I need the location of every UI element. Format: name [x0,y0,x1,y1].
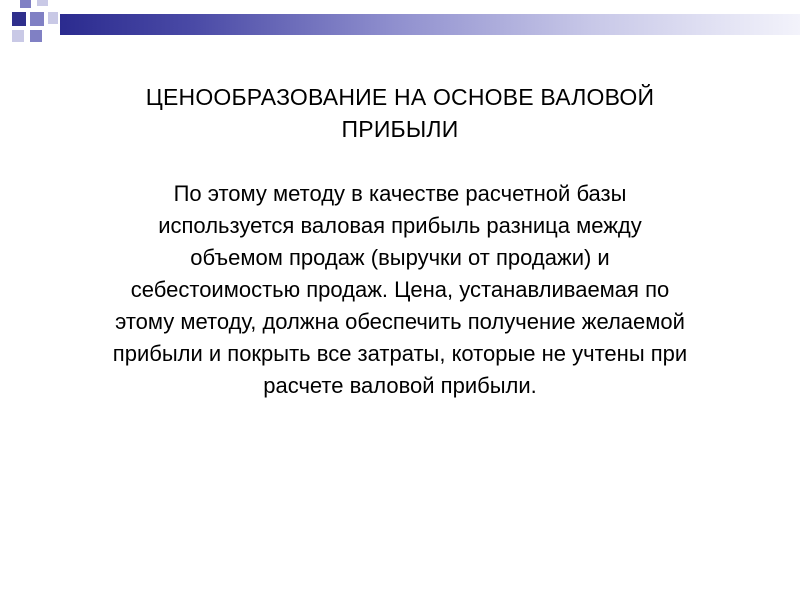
body-line: объемом продаж (выручки от продажи) и [190,245,610,270]
body-line: расчете валовой прибыли. [263,373,537,398]
decorative-square [48,12,58,24]
decorative-square [30,30,42,42]
title-line: ПРИБЫЛИ [341,116,459,142]
decorative-square [37,0,48,6]
decorative-gradient-bar [60,14,800,35]
body-line: используется валовая прибыль разница между [158,213,642,238]
body-line: себестоимостью продаж. Цена, устанавливаемая по [130,277,670,302]
slide-body-text [40,178,760,402]
body-line: этому методу, должна обеспечить получение желаемой [115,309,685,334]
decorative-square [12,30,24,42]
body-line: По этому методу в качестве расчетной базы [173,181,627,206]
slide-title [70,81,730,145]
decorative-square [12,12,26,26]
body-line: прибыли и покрыть все затраты, которые не учтены при [112,341,688,366]
decorative-square [20,0,31,8]
decorative-square [30,12,44,26]
title-line: ЦЕНООБРАЗОВАНИЕ НА ОСНОВЕ ВАЛОВОЙ [145,84,655,110]
